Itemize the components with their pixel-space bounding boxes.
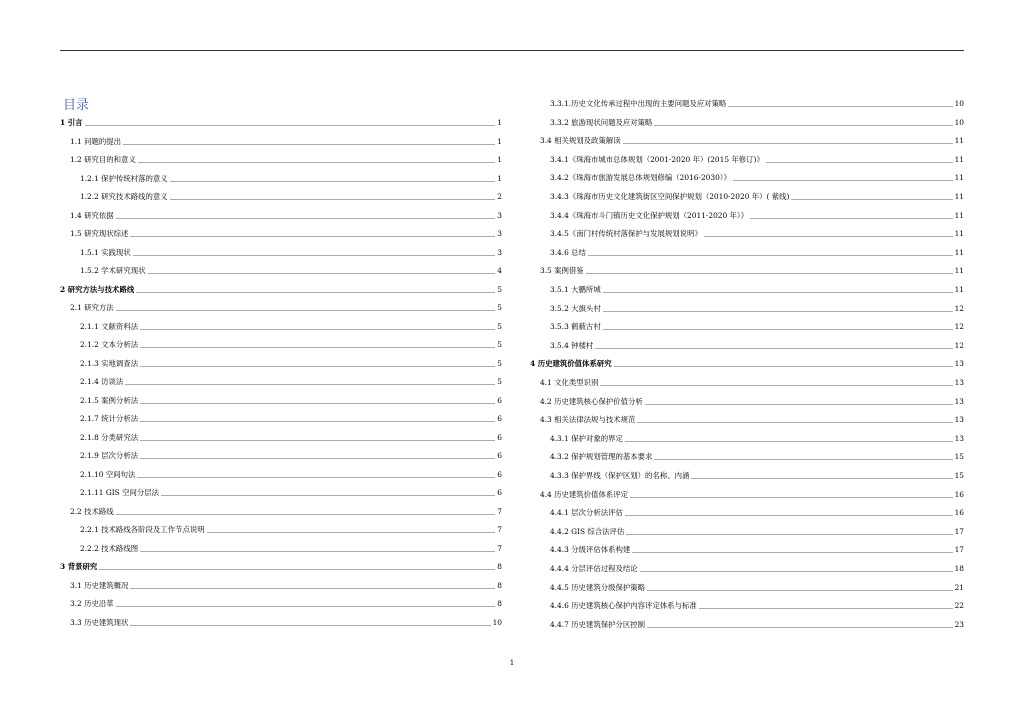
toc-entry[interactable] [60,172,502,184]
toc-entry-page: 11 [954,210,964,220]
toc-entry-title: 1.2.1 保护传统村落的意义 [80,173,168,183]
toc-entry-page: 1 [497,155,502,164]
toc-entry-page: 13 [954,378,964,387]
toc-entry-title: 1.1 问题的提出 [70,136,122,146]
toc-entry[interactable] [530,171,964,183]
toc-entry-page: 7 [497,543,502,553]
toc-entry[interactable] [530,543,964,555]
toc-entry-page: 16 [954,489,964,499]
toc-entry-page: 15 [954,471,964,480]
toc-entry-title: 3.4.2《珠海市旅游发展总体规划修编（2016-2030）》 [550,173,731,183]
toc-dot-leader [647,627,953,628]
toc-entry-title: 4.3.1 保护对象的界定 [550,433,623,443]
toc-entry[interactable] [60,486,502,498]
toc-entry[interactable] [530,264,964,276]
toc-entry-title: 2 研究方法与技术路线 [60,284,135,294]
toc-entry[interactable] [530,246,964,258]
toc-entry[interactable] [530,618,964,630]
toc-entry[interactable] [530,525,964,537]
toc-dot-leader [766,162,953,163]
toc-entry[interactable] [530,562,964,574]
toc-entry[interactable] [60,320,502,332]
toc-dot-leader [586,273,953,274]
toc-entry-page: 17 [954,526,964,536]
toc-entry-title: 2.2.2 技术路线图 [80,543,139,553]
toc-entry[interactable] [530,357,964,369]
toc-entry-title: 2.1.5 案例分析法 [80,395,139,405]
toc-dot-leader [699,608,953,609]
toc-dot-leader [170,181,496,182]
toc-entry[interactable] [60,135,502,147]
toc-entry-title: 3.1 历史建筑概况 [70,580,129,590]
toc-entry[interactable] [530,320,964,332]
toc-dot-leader [647,590,953,591]
toc-entry-page: 5 [497,377,502,386]
toc-entry[interactable] [530,376,964,388]
toc-entry[interactable] [530,432,964,444]
toc-dot-leader [116,606,496,607]
toc-entry-page: 11 [954,192,964,201]
toc-entry-page: 21 [954,582,964,592]
toc-dot-leader [140,366,495,367]
toc-entry[interactable] [60,227,502,239]
toc-entry-page: 13 [954,433,964,443]
toc-entry-title: 3.5.2 大旗头村 [550,303,601,313]
toc-entry[interactable] [530,209,964,221]
toc-entry-page: 17 [954,545,964,555]
toc-entry-title: 2.1.7 统计分析法 [80,414,139,423]
toc-title: 目录 [63,98,90,113]
toc-entry[interactable] [60,468,502,480]
toc-entry[interactable] [530,153,964,165]
toc-entry-page: 11 [954,154,964,164]
toc-entry[interactable] [60,394,502,406]
toc-dot-leader [603,292,953,293]
toc-dot-leader [603,329,953,330]
toc-entry[interactable] [60,449,502,461]
toc-entry-title: 4.4.4 分层评估过程及结论 [550,564,638,573]
toc-dot-leader [733,180,953,181]
toc-dot-leader [85,125,496,126]
toc-dot-leader [207,532,496,533]
toc-entry[interactable] [60,375,502,387]
toc-dot-leader [130,236,495,237]
toc-entry-page: 4 [497,266,502,275]
toc-entry[interactable] [60,209,502,221]
toc-dot-leader [623,143,953,144]
toc-entry-page: 8 [497,580,502,590]
toc-dot-leader [704,236,953,237]
toc-entry-title: 1 引言 [60,118,83,127]
toc-entry-title: 2.2 技术路线 [70,506,114,516]
toc-entry-title: 3.2 历史沿革 [70,599,114,608]
toc-entry[interactable] [60,431,502,443]
toc-dot-leader [138,162,495,163]
toc-entry-page: 11 [954,266,964,276]
toc-entry-title: 3.5.4 钟楼村 [550,340,594,350]
toc-entry-page: 16 [954,508,964,518]
toc-entry[interactable] [60,264,502,276]
toc-entry-title: 4.4.1 层次分析法评估 [550,508,623,518]
toc-entry-page: 11 [954,247,964,257]
toc-entry-title: 3.5.3 鹤薮古村 [550,322,601,332]
toc-entry-page: 6 [497,432,502,442]
toc-entry-title: 3.4.3《珠海市历史文化建筑街区空间保护规划（2010-2020 年）( 紫线) [550,192,790,201]
toc-entry[interactable] [530,413,964,425]
toc-entry-page: 23 [954,619,964,629]
toc-entry-title: 4.4.5 历史建筑分级保护策略 [550,582,646,592]
toc-entry-title: 1.4 研究依据 [70,210,114,220]
toc-dot-leader [137,477,495,478]
toc-entry-page: 7 [497,525,502,534]
toc-dot-leader [130,625,490,626]
toc-entry[interactable] [530,302,964,314]
toc-entry-title: 4.1 文化类型识别 [540,378,599,387]
toc-entry-title: 2.1.9 层次分析法 [80,451,139,460]
toc-entry-title: 2.1.1 文献资料法 [80,321,139,331]
toc-entry-title: 4.4.2 GIS 综合法评估 [550,526,625,536]
toc-entry[interactable] [60,560,502,572]
toc-dot-leader [603,311,953,312]
toc-entry-page: 7 [497,506,502,516]
toc-entry-title: 3.4.5《南门村传统村落保护与发展规划说明》 [550,229,702,239]
toc-entry[interactable] [60,505,502,517]
header-rule [60,50,964,51]
toc-dot-leader [130,588,495,589]
toc-dot-leader [161,495,495,496]
toc-entry-title: 3.3.2 旅游现状问题及应对策略 [550,117,653,127]
toc-entry[interactable] [60,616,502,628]
toc-entry-page: 6 [497,469,502,479]
toc-entry[interactable] [60,190,502,202]
toc-entry-title: 2.1 研究方法 [70,303,114,312]
toc-entry-title: 1.2 研究目的和意义 [70,155,136,164]
toc-entry-title: 4.2 历史建筑核心保护价值分析 [540,396,643,406]
toc-dot-leader [600,385,952,386]
toc-entry[interactable] [530,506,964,518]
toc-entry[interactable] [530,227,964,239]
toc-entry-title: 4.4 历史建筑价值体系评定 [540,489,629,499]
toc-dot-leader [140,421,495,422]
toc-entry-page: 1 [497,136,502,146]
toc-entry-page: 5 [497,303,502,312]
toc-entry[interactable] [530,488,964,500]
toc-entry[interactable] [530,581,964,593]
toc-dot-leader [654,125,952,126]
toc-entry[interactable] [530,469,964,481]
toc-dot-leader [637,422,952,423]
toc-dot-leader [691,478,952,479]
toc-dot-leader [626,534,952,535]
toc-entry-page: 11 [954,173,964,183]
toc-dot-leader [140,403,495,404]
toc-entry-page: 6 [497,488,502,497]
toc-dot-leader [133,255,496,256]
toc-entry-page: 5 [497,340,502,349]
toc-entry[interactable] [60,116,502,128]
toc-entry-page: 15 [954,452,964,462]
toc-entry-title: 2.1.3 实地调查法 [80,358,139,368]
toc-dot-leader [148,273,496,274]
toc-entry[interactable] [60,283,502,295]
toc-entry-title: 3.4 相关规划及政策解读 [540,136,621,146]
toc-entry-title: 3.3.1.历史文化传承过程中出现的主要问题及应对策略 [550,99,727,108]
toc-entry[interactable] [530,339,964,351]
toc-entry-title: 1.2.2 研究技术路线的意义 [80,192,168,201]
toc-entry[interactable] [60,246,502,258]
toc-dot-leader [728,106,952,107]
toc-entry[interactable] [530,190,964,202]
toc-entry-title: 4.4.7 历史建筑保护分区控制 [550,619,646,629]
toc-entry-page: 8 [497,562,502,571]
toc-entry[interactable] [530,283,964,295]
toc-entry-page: 10 [492,617,502,627]
toc-entry-title: 2.2.1 技术路线各阶段及工作节点说明 [80,525,205,534]
toc-entry-page: 3 [497,229,502,238]
toc-dot-leader [614,366,953,367]
toc-dot-leader [170,199,496,200]
toc-entry-title: 4.3.3 保护界线（保护区划）的名称、内涵 [550,471,690,480]
toc-dot-leader [140,347,495,348]
toc-entry-title: 3.4.6 总结 [550,247,586,257]
toc-entry-page: 5 [497,321,502,331]
toc-entry[interactable] [530,395,964,407]
toc-entry[interactable] [530,134,964,146]
toc-entry-page: 13 [954,359,964,369]
toc-entry[interactable] [530,116,964,128]
toc-entry-page: 11 [954,136,964,146]
toc-entry-title: 3.4.4《珠海市斗门镇历史文化保护规划（2011-2020 年）》 [550,210,748,220]
toc-entry-title: 3.3 历史建筑现状 [70,617,129,627]
toc-entry[interactable] [60,542,502,554]
toc-dot-leader [632,552,952,553]
toc-entry-page: 12 [954,322,964,332]
toc-dot-leader [630,497,953,498]
toc-entry-title: 1.5.1 实践现状 [80,247,131,257]
toc-entry-title: 3 背景研究 [60,562,98,571]
toc-entry[interactable] [60,597,502,609]
toc-entry-page: 5 [497,358,502,368]
toc-entry-title: 1.5.2 学术研究现状 [80,266,146,275]
toc-entry-page: 5 [497,284,502,294]
toc-entry-page: 13 [954,396,964,406]
toc-entry-page: 22 [954,601,964,611]
toc-dot-leader [140,551,495,552]
toc-entry[interactable] [60,153,502,165]
toc-entry-page: 1 [497,173,502,183]
toc-entry-title: 2.1.11 GIS 空间分层法 [80,488,160,497]
toc-entry-title: 2.1.8 分类研究法 [80,432,139,442]
toc-entry[interactable] [60,412,502,424]
toc-entry-title: 4.3.2 保护规划管理的基本要求 [550,452,653,462]
toc-dot-leader [640,571,953,572]
toc-entry-title: 2.1.4 访谈法 [80,377,124,386]
toc-entry-page: 13 [954,415,964,425]
toc-entry-page: 3 [497,210,502,220]
toc-entry-title: 2.1.2 文本分析法 [80,340,139,349]
toc-entry-title: 3.4.1《珠海市城市总体规划（2001-2020 年）(2015 年修订)》 [550,154,764,164]
toc-entry-page: 8 [497,599,502,608]
toc-entry-title: 4.3 相关法律法规与技术规范 [540,415,636,425]
toc-entry-page: 6 [497,451,502,460]
toc-entry-page: 10 [954,117,964,127]
toc-dot-leader [125,384,495,385]
toc-entry-page: 11 [954,285,964,294]
toc-entry-page: 12 [954,340,964,350]
toc-dot-leader [140,440,495,441]
toc-dot-leader [116,310,496,311]
toc-dot-leader [791,199,952,200]
toc-dot-leader [625,515,953,516]
toc-entry-title: 3.5.1 大鹏所城 [550,285,601,294]
toc-dot-leader [588,255,953,256]
toc-dot-leader [654,459,952,460]
toc-entry-title: 2.1.10 空间句法 [80,469,136,479]
toc-dot-leader [140,458,495,459]
toc-entry[interactable] [60,357,502,369]
toc-entry-page: 2 [497,192,502,201]
page-number: 1 [509,658,515,667]
toc-entry[interactable] [60,523,502,535]
toc-entry-page: 18 [954,564,964,573]
toc-entry-title: 3.5 案例借鉴 [540,266,584,276]
toc-entry[interactable] [60,579,502,591]
toc-dot-leader [595,348,952,349]
toc-entry-title: 1.5 研究现状综述 [70,229,129,238]
toc-entry[interactable] [530,97,964,109]
toc-entry-page: 6 [497,414,502,423]
toc-dot-leader [116,218,496,219]
toc-entry-title: 4.4.3 分级评估体系构建 [550,545,631,555]
toc-entry[interactable] [60,301,502,313]
toc-entry-page: 1 [497,118,502,127]
toc-entry-page: 12 [954,303,964,313]
toc-entry-title: 4 历史建筑价值体系研究 [530,359,612,369]
toc-dot-leader [123,144,495,145]
toc-dot-leader [625,441,953,442]
toc-entry-title: 4.4.6 历史建筑核心保护内容评定体系与标准 [550,601,697,611]
toc-dot-leader [750,218,953,219]
toc-entry-page: 3 [497,247,502,257]
toc-entry-page: 10 [954,99,964,108]
toc-dot-leader [136,292,495,293]
toc-dot-leader [99,569,495,570]
toc-entry-page: 6 [497,395,502,405]
toc-dot-leader [140,329,495,330]
toc-dot-leader [116,514,496,515]
toc-dot-leader [645,404,953,405]
toc-entry[interactable] [530,450,964,462]
toc-entry[interactable] [530,599,964,611]
toc-entry[interactable] [60,338,502,350]
toc-entry-page: 11 [954,229,964,239]
